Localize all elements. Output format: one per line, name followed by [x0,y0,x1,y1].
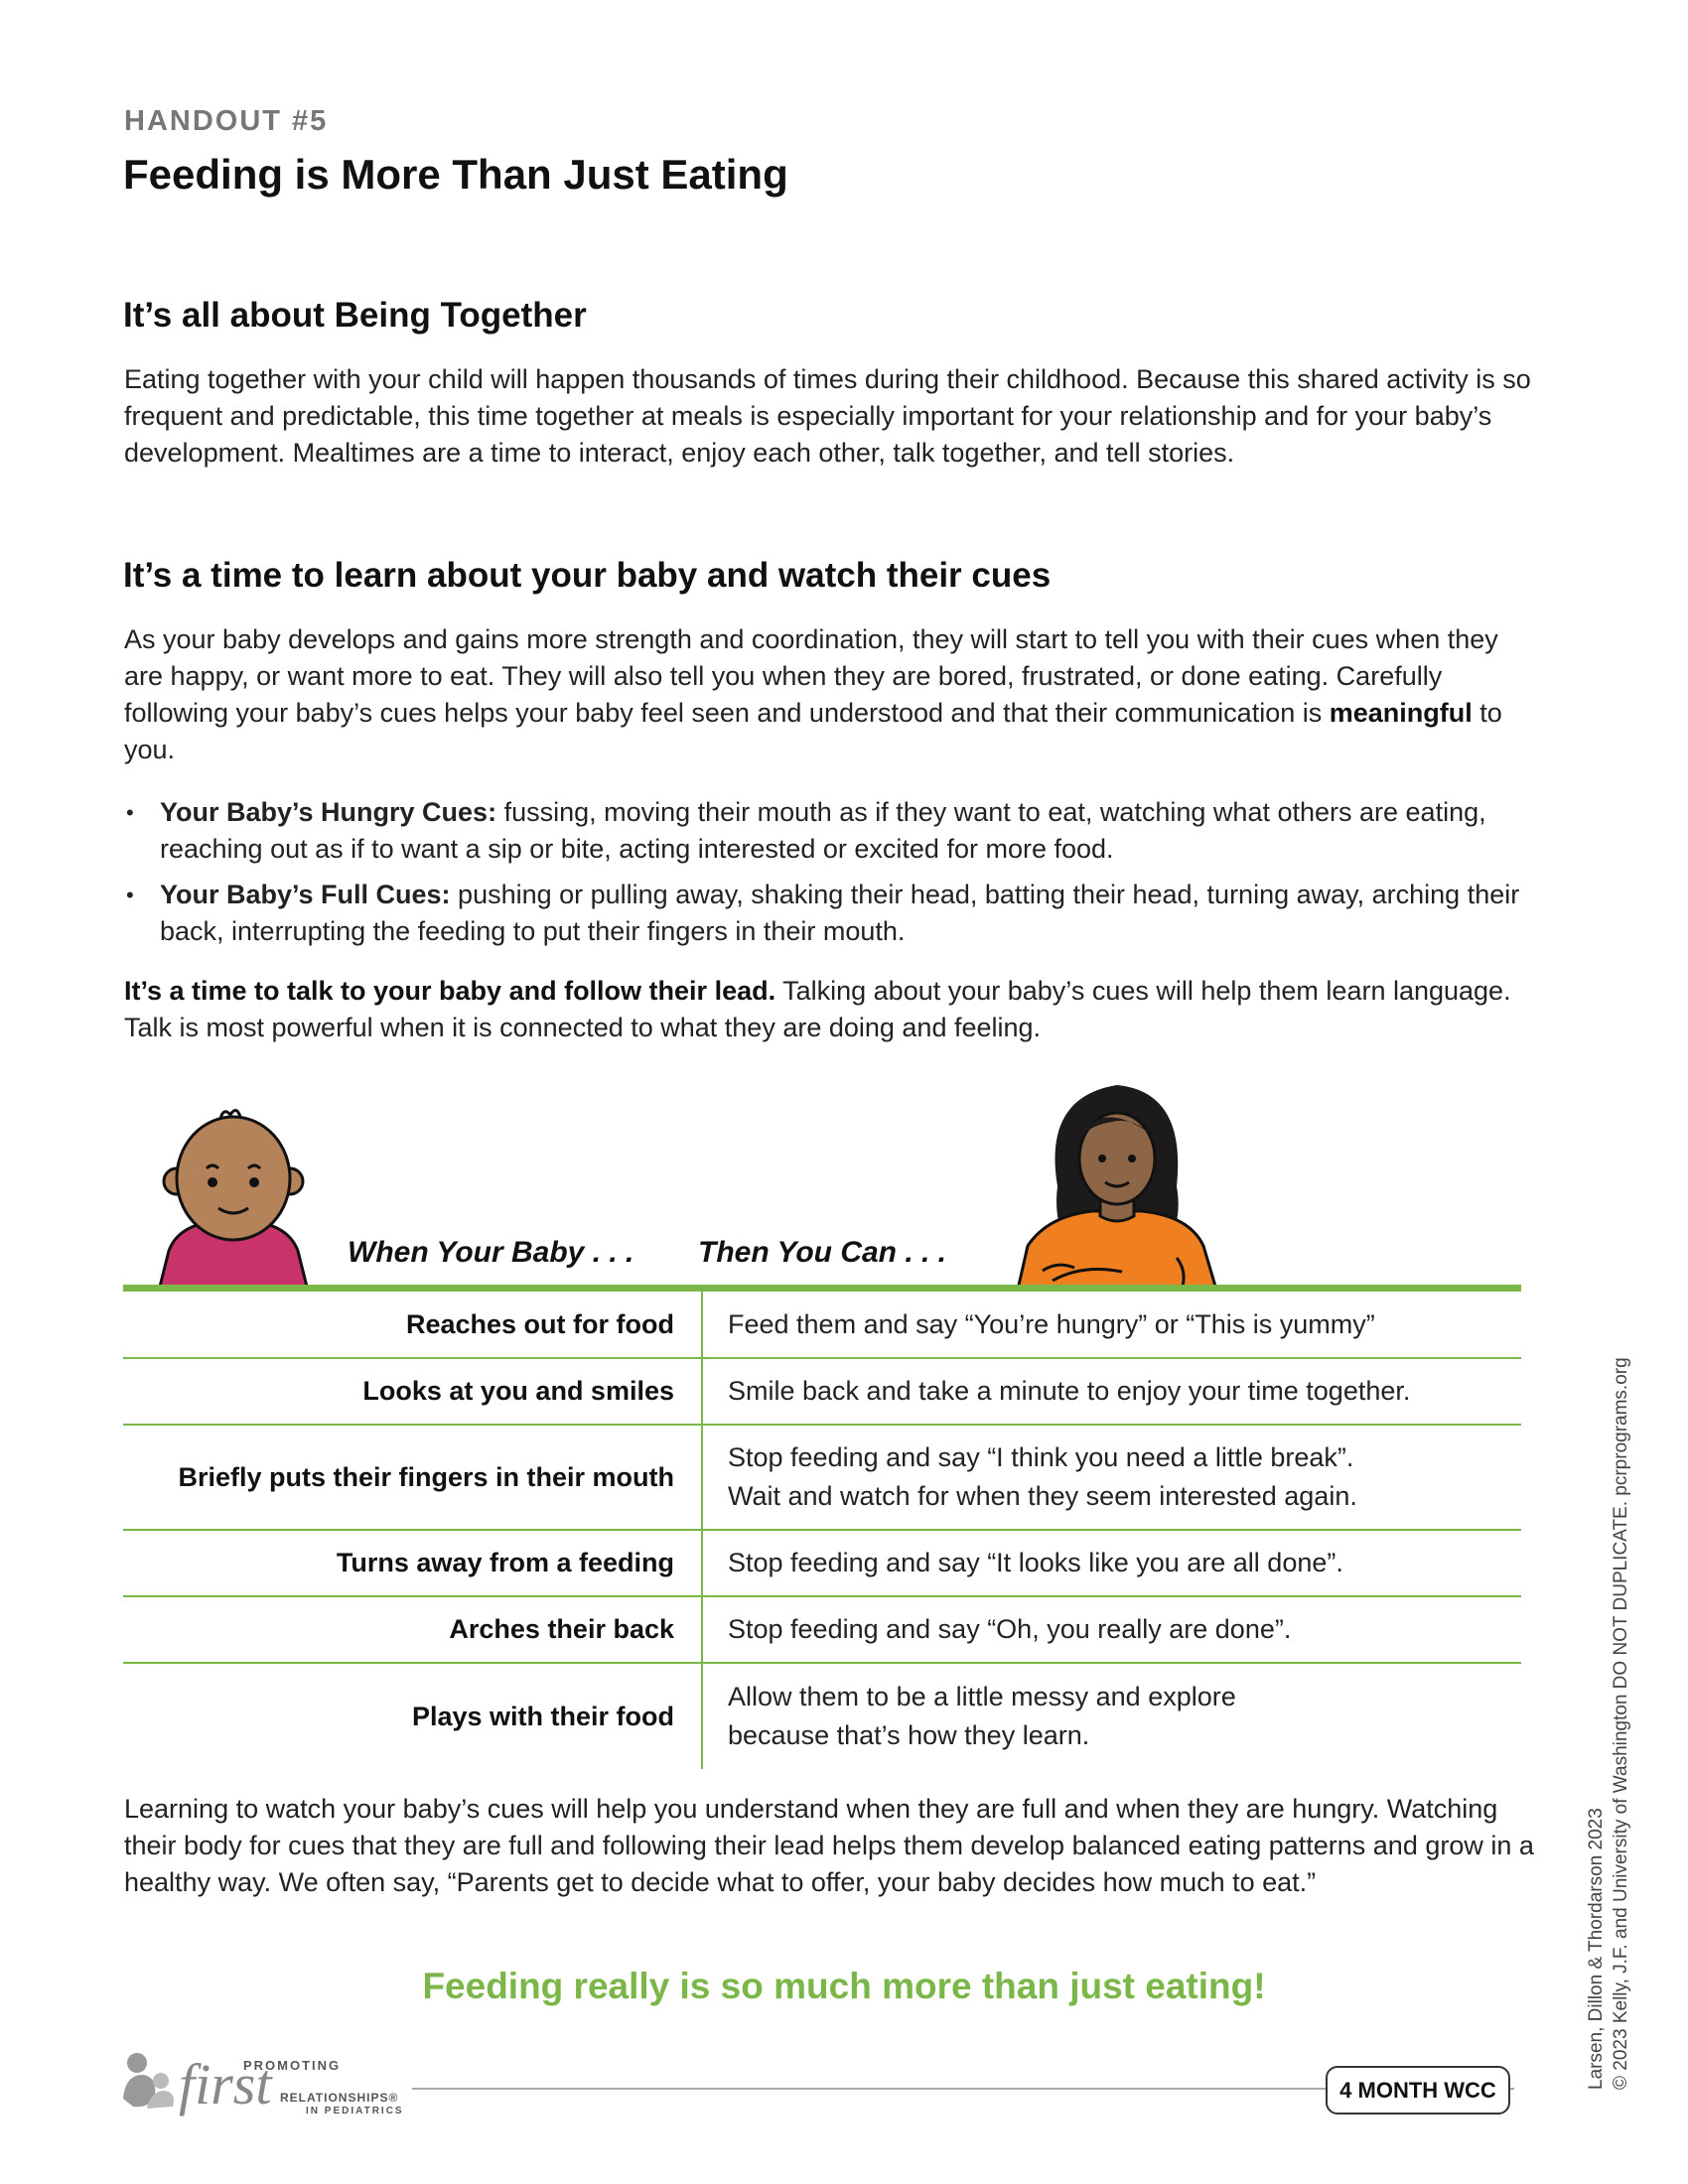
page-title: Feeding is More Than Just Eating [123,151,788,198]
response-line: because that’s how they learn. [728,1720,1090,1750]
logo-figures-icon [121,2047,181,2116]
section-paragraph-cues [124,621,1534,768]
baby-cue-cell: Turns away from a feeding [123,1530,702,1596]
baby-cue-cell: Briefly puts their fingers in their mouth [123,1425,702,1530]
visit-badge: 4 MONTH WCC [1326,2066,1510,2115]
list-item [124,794,1544,868]
cue-list [124,794,1544,959]
logo-pediatrics: IN PEDIATRICS [306,2106,404,2116]
cues-text-bold: meaningful [1329,698,1473,728]
bullet-text: fussing, moving their mouth as if they want to eat, watching what others are eating, reaching out as if to want a sip or bite, acting interested or excited for more food. [160,797,1486,864]
parent-response-cell [702,1530,1521,1596]
table-row [123,1596,1521,1663]
parent-response-cell [702,1358,1521,1425]
cues-text-after: to you. [124,698,1502,764]
table-header-rule [123,1285,1521,1292]
credit-copyright: © 2023 Kelly, J.F. and University of Washington DO NOT DUPLICATE. pcrprograms.org [1611,1357,1631,2090]
response-line: Allow them to be a little messy and explore [728,1682,1236,1711]
talk-bold: It’s a time to talk to your baby and follow their lead. [124,976,776,1006]
baby-cue-cell: Plays with their food [123,1663,702,1769]
response-line: Stop feeding and say “I think you need a little break”. [728,1442,1354,1472]
tagline: Feeding really is so much more than just eating! [422,1966,1266,2006]
response-line: Stop feeding and say “It looks like you are all done”. [728,1548,1343,1577]
bullet-glyph: • [126,883,134,907]
closing-paragraph: Learning to watch your baby’s cues will help you understand when they are full and when they are hungry. Watching their body for cues that they are full and following their lead helps them develop balanced eating patterns and grow in a healthy way. We often say, “Parents get to decide what to offer, your baby decides how much to eat.” [124,1794,1534,1897]
section-paragraph-together: Eating together with your child will happen thousands of times during their childhood. Because this shared activity is so frequent and predictable, this time together at meals is especially important for your relationship and for your baby’s development. Mealtimes are a time to interact, enjoy each other, talk together, and tell stories. [124,364,1531,468]
talk-text: Talking about your baby’s cues will help them learn language. Talk is most powerful when it is connected to what they are doing and feeling. [124,976,1511,1042]
parent-response-cell [702,1292,1521,1358]
cues-text-before: As your baby develops and gains more strength and coordination, they will start to tell you with their cues when they are happy, or want more to eat. They will also tell you when they are bored, frustrated, or done eating. Carefully following your baby’s cues helps your baby feel seen and understood and that their communication is [124,624,1498,728]
response-line: Feed them and say “You’re hungry” or “This is yummy” [728,1308,1375,1339]
table-row [123,1358,1521,1425]
response-line: Wait and watch for when they seem interested again. [728,1481,1357,1511]
section-heading-together: It’s all about Being Together [123,296,587,335]
bullet-text: pushing or pulling away, shaking their head, batting their head, turning away, arching their back, interrupting the feeding to put their fingers in their mouth. [160,880,1520,946]
parent-illustration [1013,1077,1226,1290]
talk-paragraph [124,973,1534,1046]
baby-cue-cell: Arches their back [123,1596,702,1663]
response-line: Smile back and take a minute to enjoy your time together. [728,1376,1411,1406]
cue-response-table [123,1292,1521,1769]
table-row [123,1530,1521,1596]
list-item [124,877,1544,950]
table-row [123,1663,1521,1769]
column-header-you: Then You Can . . . [698,1236,947,1269]
bullet-glyph: • [126,800,134,825]
logo-first: first [179,2052,272,2116]
response-line: Stop feeding and say “Oh, you really are done”. [728,1614,1292,1644]
credit-authors: Larsen, Dillon & Thordarson 2023 [1586,1808,1607,2090]
section-heading-cues: It’s a time to learn about your baby and watch their cues [123,556,1052,595]
baby-cue-cell: Looks at you and smiles [123,1358,702,1425]
baby-illustration [149,1107,318,1291]
bullet-label: Your Baby’s Hungry Cues: [160,797,497,827]
logo-promoting: PROMOTING [243,2058,342,2073]
parent-response-cell [702,1663,1521,1769]
table-row [123,1425,1521,1530]
parent-response-cell [702,1596,1521,1663]
baby-cue-cell: Reaches out for food [123,1292,702,1358]
logo-relationships: RELATIONSHIPS® [280,2091,399,2105]
bullet-label: Your Baby’s Full Cues: [160,880,451,909]
handout-label: HANDOUT #5 [124,105,329,137]
copyright-credit [1584,1296,1633,2090]
column-header-baby: When Your Baby . . . [348,1236,634,1269]
table-row [123,1292,1521,1358]
parent-response-cell [702,1425,1521,1530]
